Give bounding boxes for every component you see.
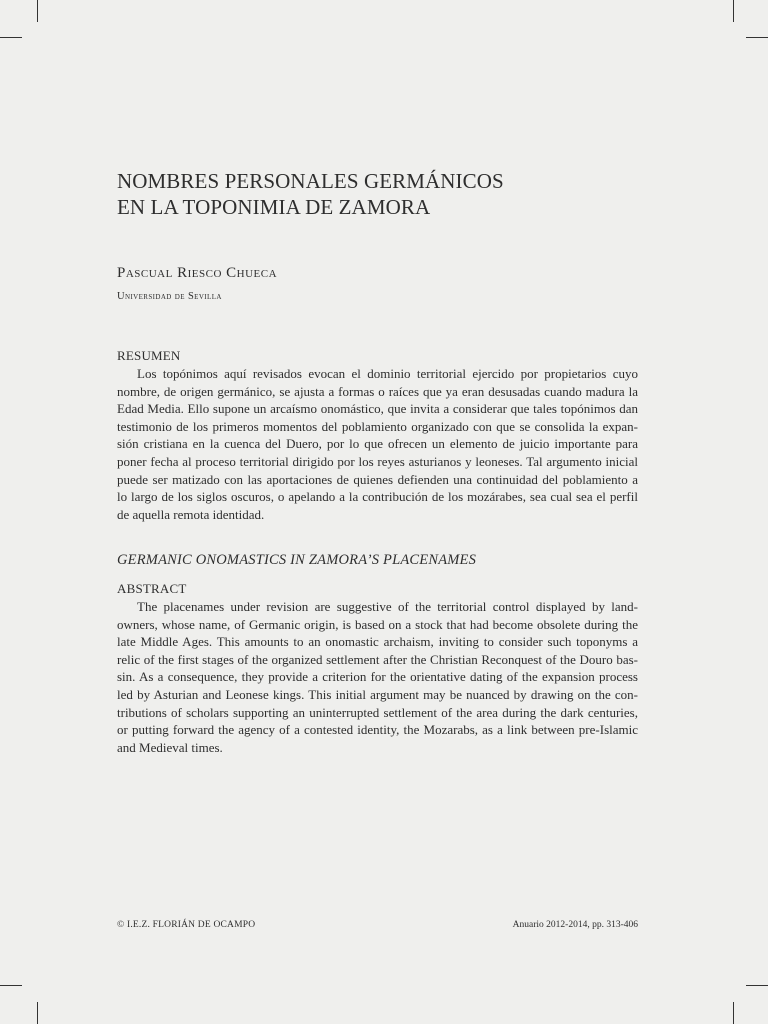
- crop-mark-top-right-horizontal: [746, 37, 768, 38]
- footer-copyright: © I.E.Z. FLORIÁN DE OCAMPO: [117, 920, 256, 930]
- crop-mark-top-left-vertical: [37, 0, 38, 22]
- crop-mark-bottom-left-vertical: [37, 1002, 38, 1024]
- article-title: [117, 168, 657, 220]
- resumen-line: Edad Media. Ello supone un arcaísmo onomástico, que invita a considerar que tales topónimos dan: [117, 401, 638, 417]
- resumen-line: testimonio de los primeros momentos del poblamiento organizado con que se consolida la expan-: [117, 418, 638, 434]
- article-title-line-1: NOMBRES PERSONALES GERMÁNICOS: [117, 169, 504, 193]
- resumen-body: [117, 365, 638, 523]
- crop-mark-bottom-right-vertical: [733, 1002, 734, 1024]
- resumen-heading: RESUMEN: [117, 348, 181, 363]
- abstract-body: [117, 598, 638, 756]
- crop-mark-bottom-left-horizontal: [0, 985, 22, 986]
- abstract-line: The placenames under revision are suggestive of the territorial control displayed by land-: [137, 599, 638, 614]
- footer-citation: Anuario 2012-2014, pp. 313-406: [512, 920, 638, 930]
- abstract-line: relic of the first stages of the organized settlement after the Christian Reconquest of the Douro bas-: [117, 651, 638, 667]
- abstract-line: and Medieval times.: [117, 739, 223, 755]
- crop-mark-bottom-right-horizontal: [746, 985, 768, 986]
- abstract-line: or putting forward the agency of a contested identity, the Mozarabs, as a link between pre-Islamic: [117, 722, 638, 738]
- resumen-line: de aquella remota identidad.: [117, 506, 265, 522]
- resumen-line: puede ser matizado con las aportaciones de quienes defienden una continuidad del poblamiento a: [117, 471, 638, 487]
- resumen-line: sión cristiana en la cuenca del Duero, por lo que ofrecen un elemento de juicio importante para: [117, 436, 638, 452]
- abstract-line: led by Asturian and Leonese kings. This initial argument may be nuanced by drawing on the con-: [117, 686, 638, 702]
- abstract-line: tributions of scholars supporting an uninterrupted settlement of the area during the dark centuries,: [117, 704, 638, 720]
- crop-mark-top-right-vertical: [733, 0, 734, 22]
- author-affiliation: Universidad de Sevilla: [117, 291, 222, 302]
- resumen-line: lo largo de los siglos oscuros, o apelando a la contribución de los mozárabes, sea cual sea el perfil: [117, 489, 638, 505]
- resumen-line: poner fecha al proceso territorial dirigido por los reyes asturianos y leoneses. Tal argumento inicial: [117, 453, 638, 469]
- resumen-line: nombre, de origen germánico, se ajusta a formas o raíces que ya eran desusadas cuando madura la: [117, 383, 638, 399]
- article-title-line-2: EN LA TOPONIMIA DE ZAMORA: [117, 195, 431, 219]
- english-title: GERMANIC ONOMASTICS IN ZAMORA’S PLACENAMES: [117, 552, 477, 568]
- crop-mark-top-left-horizontal: [0, 37, 22, 38]
- abstract-heading: ABSTRACT: [117, 581, 187, 596]
- resumen-line: Los topónimos aquí revisados evocan el dominio territorial ejercido por propietarios cuyo: [137, 366, 638, 381]
- author-name: Pascual Riesco Chueca: [117, 265, 278, 281]
- abstract-line: owners, whose name, of Germanic origin, is based on a stock that had become obsolete during the: [117, 616, 638, 632]
- abstract-line: sin. As a consequence, they provide a criterion for the orientative dating of the expansion process: [117, 669, 638, 685]
- abstract-line: late Middle Ages. This amounts to an onomastic archaism, inviting to consider such toponyms a: [117, 634, 638, 650]
